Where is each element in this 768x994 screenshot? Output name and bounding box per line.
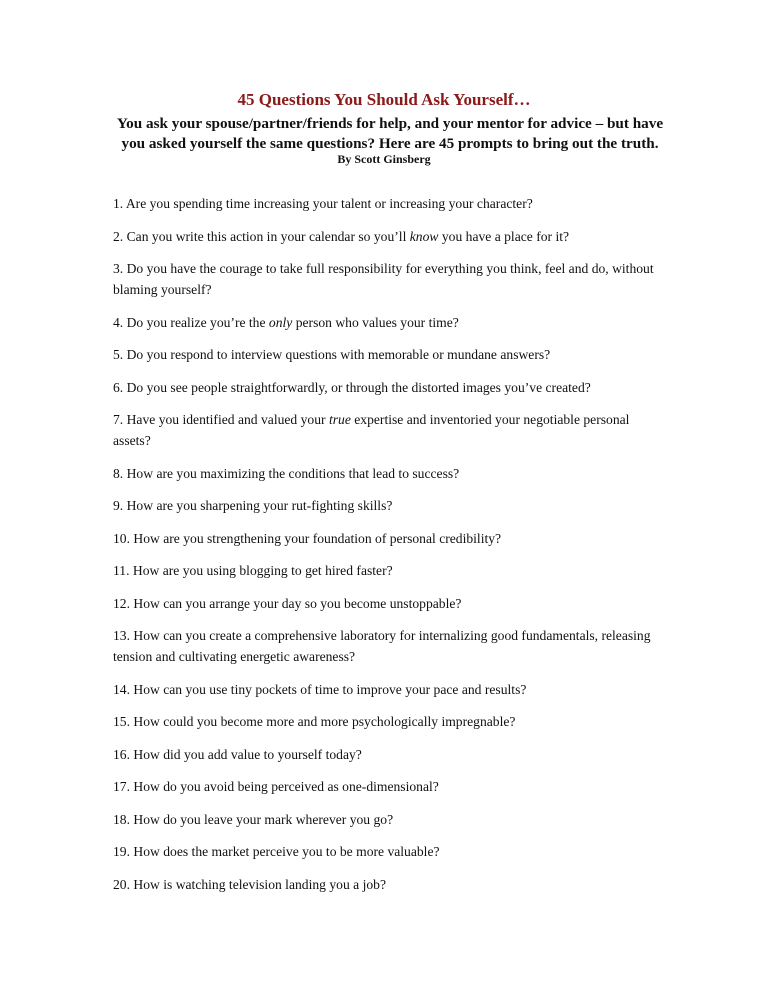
question-item	[113, 409, 658, 451]
question-item	[113, 344, 658, 365]
question-text: Do you realize you’re the	[126, 314, 269, 330]
question-text: How can you arrange your day so you become unstoppable?	[133, 595, 462, 611]
question-text: Do you have the courage to take full responsibility for everything you think, feel and do, without blaming yourself?	[113, 261, 654, 297]
question-number: 13.	[113, 628, 130, 643]
question-text: How are you maximizing the conditions that lead to success?	[126, 465, 460, 481]
question-number: 1.	[113, 196, 124, 211]
question-number: 17.	[113, 779, 130, 794]
question-number: 11.	[113, 563, 130, 578]
question-text-continued: expertise and inventoried your negotiable personal assets?	[113, 412, 630, 448]
question-number: 19.	[113, 844, 130, 859]
question-item	[113, 625, 658, 667]
question-item	[113, 874, 658, 895]
question-item	[113, 593, 658, 614]
question-item	[113, 841, 658, 862]
question-item	[113, 809, 658, 830]
question-text: How are you strengthening your foundation of personal credibility?	[133, 530, 502, 546]
question-emphasis: only	[268, 314, 293, 330]
question-item	[113, 495, 658, 516]
document-author: By Scott Ginsberg	[337, 152, 431, 166]
question-emphasis: true	[328, 412, 351, 427]
question-number: 5.	[113, 347, 124, 362]
question-text: Have you identified and valued your	[126, 412, 329, 427]
question-item	[113, 312, 658, 333]
question-item	[113, 528, 658, 549]
question-text: How are you sharpening your rut-fighting skills?	[126, 498, 393, 513]
question-number: 10.	[113, 530, 130, 546]
question-text: How did you add value to yourself today?	[133, 746, 362, 762]
document-title: 45 Questions You Should Ask Yourself…	[237, 90, 531, 109]
question-text: How are you using blogging to get hired faster?	[132, 563, 393, 578]
question-number: 9.	[113, 498, 124, 513]
question-item	[113, 258, 658, 300]
question-item	[113, 193, 658, 214]
question-number: 14.	[113, 681, 130, 697]
question-number: 3.	[113, 261, 124, 276]
question-item	[113, 711, 658, 732]
questions-list	[113, 193, 658, 906]
question-text: How is watching television landing you a job?	[133, 876, 386, 892]
question-number: 7.	[113, 412, 124, 427]
question-text: How could you become more and more psychologically impregnable?	[133, 714, 516, 729]
question-number: 4.	[113, 314, 124, 330]
question-number: 2.	[113, 228, 124, 244]
question-text: How do you leave your mark wherever you go?	[133, 811, 394, 827]
question-number: 16.	[113, 746, 130, 762]
question-number: 20.	[113, 876, 130, 892]
question-number: 8.	[113, 465, 124, 481]
question-number: 12.	[113, 595, 130, 611]
question-text: Do you respond to interview questions with memorable or mundane answers?	[126, 347, 551, 362]
question-item	[113, 776, 658, 797]
question-item	[113, 679, 658, 700]
question-text: Are you spending time increasing your talent or increasing your character?	[125, 196, 533, 211]
question-text: Can you write this action in your calendar so you’ll	[126, 228, 410, 244]
question-number: 6.	[113, 379, 124, 395]
question-number: 15.	[113, 714, 130, 729]
question-emphasis: know	[409, 228, 439, 244]
question-item	[113, 377, 658, 398]
question-text: How can you create a comprehensive laboratory for internalizing good fundamentals, releasing tension and cultivating energetic awareness?	[113, 628, 651, 664]
question-text-continued: you have a place for it?	[438, 228, 570, 244]
document-subtitle: You ask your spouse/partner/friends for help, and your mentor for advice – but have you asked yourself the same questions? Here are 45 prompts to bring out the truth.	[116, 115, 664, 152]
question-text-continued: person who values your time?	[292, 314, 459, 330]
question-text: Do you see people straightforwardly, or through the distorted images you’ve created?	[126, 379, 591, 395]
question-item	[113, 226, 658, 247]
question-item	[113, 463, 658, 484]
question-item	[113, 560, 658, 581]
question-item	[113, 744, 658, 765]
question-text: How do you avoid being perceived as one-dimensional?	[133, 779, 439, 794]
question-text: How can you use tiny pockets of time to improve your pace and results?	[133, 681, 527, 697]
question-text: How does the market perceive you to be more valuable?	[133, 844, 440, 859]
question-number: 18.	[113, 811, 130, 827]
